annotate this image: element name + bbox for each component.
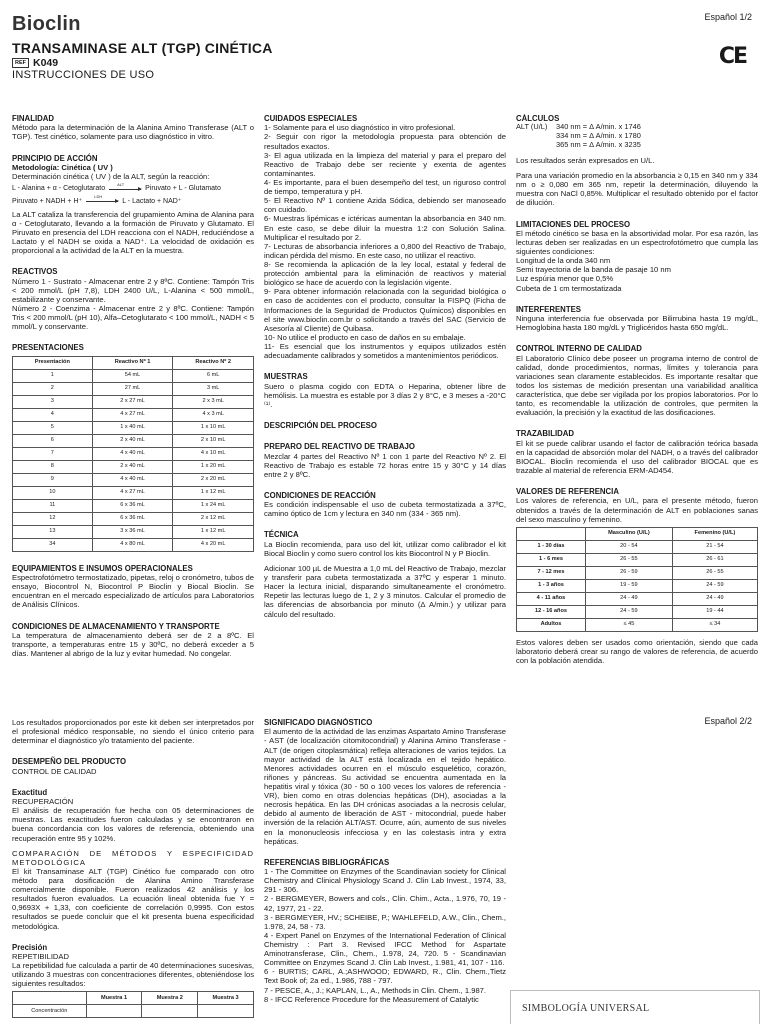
table-cell: 2 (13, 382, 93, 395)
table-row (517, 566, 758, 579)
paragraph: Determinación cinética ( UV ) de la ALT, según la reacción: (12, 172, 210, 182)
list-item: 5- El Reactivo Nº 1 contiene Azida Sódica, debiendo ser manoseado con cuidado. (264, 196, 506, 215)
paragraph: El Laboratorio Clínico debe poseer un programa interno de control de calidad, donde procedimientos, normas, límites y tolerancia para variaciones sean claramente establecidos. Es importante resaltar que todos los sistemas de medición presentan una variabilidad analítica característica, que debe ser vigilada por los propios laboratorios. Por lo tanto, es recomendable la utilización de controles, que permiten la evaluación, la precisión y la exactitud de las dosificaciones. (516, 353, 758, 418)
paragraph: Metodología: Cinética ( UV ) (12, 162, 113, 172)
table-cell: 1 x 10 mL (173, 421, 254, 434)
paragraph: Los resultados proporcionados por este kit deben ser interpretados por el profesional médico responsable, no siendo el único criterio para determinar el diagnóstico y/o tratamiento del paciente. (12, 718, 254, 746)
calculation-block (516, 123, 758, 150)
section-heading: DESEMPEÑO DEL PRODUCTO (12, 757, 127, 767)
column-5 (264, 718, 506, 1024)
calc-line: 340 nm = Δ A/min. x 1746 (556, 122, 641, 132)
table-cell: 5 (13, 421, 93, 434)
table-row (13, 460, 254, 473)
language-page-1: Español 1/2 (704, 12, 752, 22)
table-header: Masculino (U/L) (585, 527, 672, 540)
list-item: 10- No utilice el producto en caso de daños en su embalaje. (264, 332, 466, 342)
paragraph: Para una variación promedio en la absorbancia ≥ 0,15 en 340 nm y 334 nm o ≥ 0,080 em 365 nm, repetir la determinación, diluyendo la muestra con NaCl 0,85%. Multiplicar el resultado obtenido por el factor de dilución. (516, 171, 758, 208)
section-heading: CUIDADOS ESPECIALES (264, 114, 358, 123)
table-header: Muestra 1 (86, 992, 142, 1005)
table-cell: 3 mL (173, 382, 254, 395)
paragraph: El aumento de la actividad de las enzimas Aspartato Amino Transferase - AST (de localización citomitocondrial) y Alanina Amino Transferase - ALT (de origen citoplasmática) refleja alteraciones de varios tejidos. La mayor actividad de la ALT está localizada en el tejido hepático. Menores actividades ocurren en el músculo esquelético, corazón, riñones y páncreas. Su actividad se encuentra aumentada en la hepatitis viral y tóxica (30 - 50 o 100 veces los valores de referencia - VR), bien como en otras dolencias hepáticas (DH), asociadas a la necrosis hepática. En las DH crónicas asociadas a la necrosis celular, debido al aumento de liberación de AST - mitocondrial, puede haber inversión de la relación ALT/AST. Ocurre, aún, aumento de sus niveles en la mononucleosis infecciosa y en las colestasis intra y extra hepáticas. (264, 727, 506, 846)
table-cell: 6 x 36 mL (92, 512, 173, 525)
table-cell: 54 mL (92, 369, 173, 382)
table-cell: 26 - 59 (585, 566, 672, 579)
table-cell: 2 x 40 mL (92, 434, 173, 447)
reference-code (12, 57, 58, 70)
presentations-table (12, 356, 254, 552)
language-page-2: Español 2/2 (704, 716, 752, 726)
paragraph: Número 1 - Sustrato - Almacenar entre 2 y 8ºC. Contiene: Tampón Tris < 200 mmol/L (pH 7,8), LDH 2400 U/L, L-Alanina < 500 mmol/L, estabilizante y conservante. (12, 276, 254, 305)
list-item: Longitud de la onda 340 nm (516, 256, 611, 266)
table-cell: 1 - 30 días (517, 540, 586, 553)
table-row (13, 486, 254, 499)
list-item: 7 - PESCE, A., J.; KAPLAN, L., A., Methods in Clin. Chem., 1.987. (264, 985, 487, 995)
table-cell: 1 x 12 mL (173, 525, 254, 538)
list-item: 8 - IFCC Reference Procedure for the Measurement of Catalytic (264, 994, 479, 1004)
list-item: 4 - Expert Panel on Enzymes of the International Federation of Clinical Chemistry : Part 3. Revised IFCC Method for Aspartate Aminotransferase, Clin., Chem., 1.978, 24, 720. 5 - Scandinavian Committee on Enzymes Scand J. Clin Lab Invest., 1.981, 41, 107 - 116. (264, 930, 506, 968)
calc-line: 334 nm = Δ A/min. x 1780 (556, 131, 641, 141)
ref-label: REF (12, 58, 29, 68)
paragraph: El kit se puede calibrar usando el factor de calibración teórica basada en la capacidad de absorción molar del NADH, o a través del calibrador BIOCAL. Bioclin recomienda el uso del calibrador BIOCAL que es trazable al material de referencia ERM-AD454. (516, 438, 758, 475)
table-cell: 19 - 44 (672, 605, 757, 618)
table-cell: 3 x 36 mL (92, 525, 173, 538)
table-cell: 7 (13, 447, 93, 460)
table-row (13, 395, 254, 408)
paragraph: La Bioclin recomienda, para uso del kit, utilizar como calibrador el kit Biocal Bioclin y como suero control los kits Biocontrol N y P Bioclin. (264, 539, 506, 558)
table-row (517, 579, 758, 592)
table-header: Muestra 2 (142, 992, 198, 1005)
table-cell: 7 - 12 mes (517, 566, 586, 579)
table-row (517, 618, 758, 631)
paragraph: La repetibilidad fue calculada a partir de 40 determinaciones sucesivas, utilizando 3 muestras con concentraciones diferentes, obteniéndose los siguientes resultados: (12, 961, 254, 989)
table-row (13, 369, 254, 382)
document-title: TRANSAMINASE ALT (TGP) CINÉTICA (12, 40, 273, 56)
table-row (13, 538, 254, 551)
table-cell: 26 - 61 (672, 553, 757, 566)
subheading: RECUPERACIÓN (12, 797, 74, 807)
table-cell: 24 - 49 (585, 592, 672, 605)
table-cell: 2 x 40 mL (92, 460, 173, 473)
paragraph: Estos valores deben ser usados como orientación, siendo que cada laboratorio deberá crear su rango de valores de referencia, de acuerdo con la población atendida. (516, 637, 758, 665)
table-cell: 26 - 55 (672, 566, 757, 579)
section-heading: VALORES DE REFERENCIA (516, 487, 619, 497)
table-cell: 26 - 55 (585, 553, 672, 566)
table-cell: 21 - 54 (672, 540, 757, 553)
paragraph: Los valores de referencia, en U/L, para el presente método, fueron obtenidos a través de la determinación de ALT en poblaciones sanas del sexo masculino y femenino. (516, 496, 758, 524)
paragraph: La temperatura de almacenamiento deberá ser de 2 a 8ºC. El transporte, a temperaturas entre 15 y 30ºC, no deberá exceder a 5 días. Mantener al abrigo de la luz y evitar humedad. No congelar. (12, 630, 254, 659)
table-cell: 4 x 27 mL (92, 486, 173, 499)
list-item: Semi trayectoria de la banda de pasaje 10 nm (516, 265, 671, 275)
table-cell: 1 x 12 mL (173, 486, 254, 499)
paragraph: Es condición indispensable el uso de cubeta termostatizada a 37ºC, camino óptico de 1cm y lectura en 340 nm (334 - 365 nm). (264, 500, 506, 519)
table-cell: 4 x 20 mL (173, 538, 254, 551)
document-subtitle: INSTRUCCIONES DE USO (12, 69, 155, 81)
table-cell: 8 (13, 460, 93, 473)
table-cell: 11 (13, 499, 93, 512)
table-header (13, 992, 87, 1005)
table-cell: 9 (13, 473, 93, 486)
paragraph: Número 2 - Coenzima - Almacenar entre 2 y 8ºC. Contiene: Tampón Tris < 200 mmol/L (pH 10), Alfa–Cetoglutarato < 100 mmol/L, NADH < 5 mmol/L y conservante. (12, 304, 254, 332)
table-row (13, 434, 254, 447)
section-heading: TÉCNICA (264, 530, 299, 540)
table-header: Presentación (13, 356, 93, 369)
section-heading: INTERFERENTES (516, 304, 581, 314)
arrow-icon: ALT (109, 189, 141, 190)
paragraph: El análisis de recuperación fue hecha con 05 determinaciones de muestras. Las exactitudes fueron calculadas y se encontraron en buena concordancia con los valores de referencia, obteniendo una recuperación entre 95 y 102%. (12, 806, 254, 843)
section-heading: DESCRIPCIÓN DEL PROCESO (264, 420, 377, 430)
table-cell: 1 (13, 369, 93, 382)
list-item: 8- Se recomienda la aplicación de la ley local, estatal y federal de protección ambiental para la eliminación de reactivos y material biológico se hace de acuerdo con la legislación vigente. (264, 259, 506, 288)
list-item: 4- Es importante, para el buen desempeño del test, un riguroso control de tiempo, temperatura y pH. (264, 178, 506, 197)
table-row (13, 499, 254, 512)
table-row (517, 553, 758, 566)
table-cell: 4 x 10 mL (173, 447, 254, 460)
list-item: 1- Solamente para el uso diagnóstico in vitro profesional. (264, 123, 456, 133)
table-cell: Concentración (13, 1005, 87, 1018)
list-item: 11- Es esencial que los instrumentos y equipos utilizados estén adecuadamente calibrados y sometidos a mantenimientos periódicos. (264, 341, 506, 361)
arrow-icon: LDH (86, 201, 118, 202)
section-heading: REACTIVOS (12, 267, 58, 277)
section-heading: CONDICIONES DE REACCIÓN (264, 490, 376, 500)
column-4 (12, 718, 254, 1024)
section-heading: PRINCIPIO DE ACCIÓN (12, 153, 98, 163)
table-cell: 24 - 59 (585, 605, 672, 618)
table-cell: 24 - 49 (672, 592, 757, 605)
paragraph: Espectrofotómetro termostatizado, pipetas, reloj o cronómetro, tubos de ensayo, Biocontrol N, Biocontrol P Bioclin y Biocal Bioclin. Se encuentran en el mercado especializado de artículos para Laboratorios de Análisis Clínicos. (12, 573, 254, 610)
table-cell: 19 - 59 (585, 579, 672, 592)
section-heading: TRAZABILIDAD (516, 429, 575, 439)
list-item: 1 - The Committee on Enzymes of the Scandinavian society for Clinical Chemistry and Clinical Physiology Scand J. Clin Lab Invest., 1974, 33, 291 - 306. (264, 867, 506, 895)
ce-mark-icon: CE (718, 44, 746, 69)
paragraph: Los resultados serán expresados en U/L. (516, 155, 655, 165)
column-2 (264, 114, 506, 704)
calc-lines (556, 123, 641, 150)
section-heading: MUESTRAS (264, 372, 308, 382)
section-heading: CÁLCULOS (516, 114, 560, 123)
table-header: Reactivo Nº 1 (92, 356, 173, 369)
table-cell: 4 x 27 mL (92, 408, 173, 421)
column-1 (12, 114, 254, 704)
table-cell: 6 x 36 mL (92, 499, 173, 512)
cuidados-list (264, 123, 506, 360)
table-cell: 1 - 3 años (517, 579, 586, 592)
paragraph: Suero o plasma cogido con EDTA o Heparina, obtener libre de hemólisis. La muestra es estable por 3 días 2 y 8°C, e 3 meses a -20°C ⁽¹⁾. (264, 381, 506, 409)
calc-line: 365 nm = Δ A/min. x 3235 (556, 140, 641, 150)
section-heading: EQUIPAMIENTOS E INSUMOS OPERACIONALES (12, 563, 193, 573)
table-row (517, 605, 758, 618)
table-header: Muestra 3 (198, 992, 254, 1005)
table-cell: 4 (13, 408, 93, 421)
paragraph: Mezclar 4 partes del Reactivo Nº 1 con 1 parte del Reactivo Nº 2. El Reactivo de Trabajo es estable 72 horas entre 15 y 30°C y 14 días entre 2 y 8ºC. (264, 451, 506, 479)
list-item: 3- El agua utilizada en la limpieza del material y para el preparo del Reactivo de Trabajo debe ser reciente y exenta de agentes contaminantes. (264, 150, 506, 178)
section-heading: SIGNIFICADO DIAGNÓSTICO (264, 718, 373, 727)
reaction-1-right: Piruvato + L - Glutamato (145, 185, 221, 193)
references-list (264, 867, 506, 1004)
section-heading: PRESENTACIONES (12, 343, 84, 353)
table-row (13, 382, 254, 395)
brand-logo: Bioclin (12, 13, 81, 35)
reaction-2-left: Piruvato + NADH + H⁺ (12, 197, 83, 205)
table-row (13, 408, 254, 421)
table-header (517, 527, 586, 540)
table-cell: 1 x 20 mL (173, 460, 254, 473)
reference-values-table (516, 527, 758, 632)
table-cell: Adultos (517, 618, 586, 631)
table-cell: 12 (13, 512, 93, 525)
column-3 (516, 114, 758, 704)
table-cell: 34 (13, 538, 93, 551)
section-heading: REFERENCIAS BIBLIOGRÁFICAS (264, 857, 390, 867)
list-item: 2 - BERGMEYER, Bowers and cols., Clin. Chim., Acta., 1.976, 70, 19 - 42, 1977, 21 - 22. (264, 894, 506, 913)
table-cell: 4 x 80 mL (92, 538, 173, 551)
list-item: 9- Para obtener información relacionada con la seguridad biológica o en caso de accidentes con el producto, consultar la FISPQ (Ficha de Informaciones de la Seguridad de Productos Químicos) disponibles en el site www.bioclin.com.br o solicitando a través del SAC (Servicio de Asesoría al Cliente) de Quibasa. (264, 287, 506, 333)
paragraph: Método para la determinación de la Alanina Amino Transferase (ALT o TGP). Test cinético, solamente para uso diagnóstico in vitro. (12, 123, 254, 142)
table-cell: 2 x 10 mL (173, 434, 254, 447)
paragraph: El método cinético se basa en la absortividad molar. Por esa razón, las lecturas deben ser realizadas en un espectrofotómetro que cumpla las siguientes condiciones: (516, 228, 758, 257)
table-cell: 3 (13, 395, 93, 408)
table-row (13, 421, 254, 434)
section-heading: FINALIDAD (12, 114, 55, 123)
table-cell: 12 - 16 años (517, 605, 586, 618)
section-heading: CONTROL INTERNO DE CALIDAD (516, 344, 642, 354)
calc-label: ALT (U/L) (516, 122, 548, 132)
paragraph: La ALT cataliza la transferencia del grupamiento Amina de Alanina para α - Cetoglutarato, llevando a la formación de Piruvato y Glutamato. El Piruvato en presencia del LDH reacciona con el NADH, reduciéndose a Lactato y el NADH se oxida a NAD⁺. La velocidad de oxidación es proporcional a la actividad de la ALT en la muestra. (12, 209, 254, 256)
table-cell: 2 x 12 mL (173, 512, 254, 525)
section-heading: PREPARO DEL REACTIVO DE TRABAJO (264, 442, 415, 452)
subheading: COMPARACIÓN DE MÉTODOS Y ESPECIFICIDAD METODOLÓGICA (12, 848, 254, 867)
limitations-list (516, 256, 758, 292)
table-cell: ≤ 45 (585, 618, 672, 631)
table-row (517, 540, 758, 553)
table-cell: 20 - 54 (585, 540, 672, 553)
table-row (13, 512, 254, 525)
section-heading: CONDICIONES DE ALMACENAMIENTO Y TRANSPORTE (12, 621, 220, 631)
table-cell: 24 - 59 (672, 579, 757, 592)
list-item: 3 - BERGMEYER, HV.; SCHEIBE, P.; WAHLEFELD, A.W., Clin., Chem., 1.978, 24, 58 - 73. (264, 912, 506, 931)
table-cell: 4 x 40 mL (92, 447, 173, 460)
ref-code: K049 (33, 57, 59, 69)
reaction-scheme (12, 181, 254, 206)
paragraph: Ninguna interferencia fue observada por Bilirrubina hasta 19 mg/dL, Hemoglobina hasta 180 mg/dL y Triglicéridos hasta 650 mg/dL. (516, 313, 758, 333)
table-cell: 1 x 40 mL (92, 421, 173, 434)
table-cell: ≤ 34 (672, 618, 757, 631)
table-cell: 4 x 3 mL (173, 408, 254, 421)
section-heading: Exactitud (12, 787, 48, 797)
precision-table (12, 991, 254, 1018)
subheading: CONTROL DE CALIDAD (12, 766, 97, 776)
table-cell: 2 x 27 mL (92, 395, 173, 408)
reaction-2-right: L - Lactato + NAD⁺ (122, 197, 182, 205)
list-item: 6- Muestras lipémicas e ictéricas aumentan la absorbancia en 340 nm. En este caso, se debe diluir la muestra 1:2 con Solución Salina. Multiplicar el resultado por 2. (264, 214, 506, 242)
section-heading: Precisión (12, 942, 48, 952)
table-header: Reactivo Nº 2 (173, 356, 254, 369)
table-header: Femenino (U/L) (672, 527, 757, 540)
table-cell: 10 (13, 486, 93, 499)
table-cell: 2 x 3 mL (173, 395, 254, 408)
table-row (517, 592, 758, 605)
table-row (13, 447, 254, 460)
table-cell: 4 x 40 mL (92, 473, 173, 486)
table-cell: 27 mL (92, 382, 173, 395)
table-cell: 4 - 11 años (517, 592, 586, 605)
table-cell: 6 (13, 434, 93, 447)
table-cell: 13 (13, 525, 93, 538)
paragraph: Adicionar 100 µL de Muestra a 1,0 mL del Reactivo de Trabajo, mezclar y transferir para cubeta termostatizada a 37ºC y esperar 1 minuto. Hacer la lectura inicial, disparando simultaneamente el cronómetro. Repetir las lecturas luego de 1, 2 y 3 minutos. Calcular el promedio de las diferencias de absorbancia por minuto (Δ A/min.) y utilizar para cálculo del resultado. (264, 564, 506, 619)
table-cell: 2 x 20 mL (173, 473, 254, 486)
symbology-title: SIMBOLOGÍA UNIVERSAL (522, 1003, 650, 1014)
table-row (13, 473, 254, 486)
reaction-1-left: L - Alanina + α - Cetoglutarato (12, 185, 106, 193)
subheading: REPETIBILIDAD (12, 952, 69, 961)
table-cell: 6 mL (173, 369, 254, 382)
list-item: 6 - BURTIS; CARL, A.;ASHWOOD; EDWARD, R., Clin. Chem.,Tietz Text Book of; 2a ed., 1.986, 788 - 797. (264, 967, 506, 986)
list-item: 2- Seguir con rigor la metodología propuesta para obtención de resultados exactos. (264, 132, 506, 151)
table-cell: 1 x 24 mL (173, 499, 254, 512)
list-item: Luz espúria menor que 0,5% (516, 274, 614, 284)
table-row (13, 525, 254, 538)
table-cell: 1 - 6 mes (517, 553, 586, 566)
section-heading: LIMITACIONES DEL PROCESO (516, 219, 631, 229)
list-item: Cubeta de 1 cm termostatizada (516, 283, 622, 293)
paragraph: El kit Transaminase ALT (TGP) Cinético fue comparado con otro método para dosificación de Alanina Amino Transferase comercialmente disponible. Fueron realizados 42 análisis y los resultados fueron evaluados. La ecuación lineal obtenida fue Y = 0,9693X + 1,33, con coeficiente de correlación 0,9995. Con estos resultados se puede concluir que el kit presenta buena especificidad metodológica. (12, 866, 254, 931)
list-item: 7- Lecturas de absorbancia inferiores a 0,800 del Reactivo de Trabajo, indican pérdida del mismo. En este caso, no utilizar el reactivo. (264, 241, 506, 260)
